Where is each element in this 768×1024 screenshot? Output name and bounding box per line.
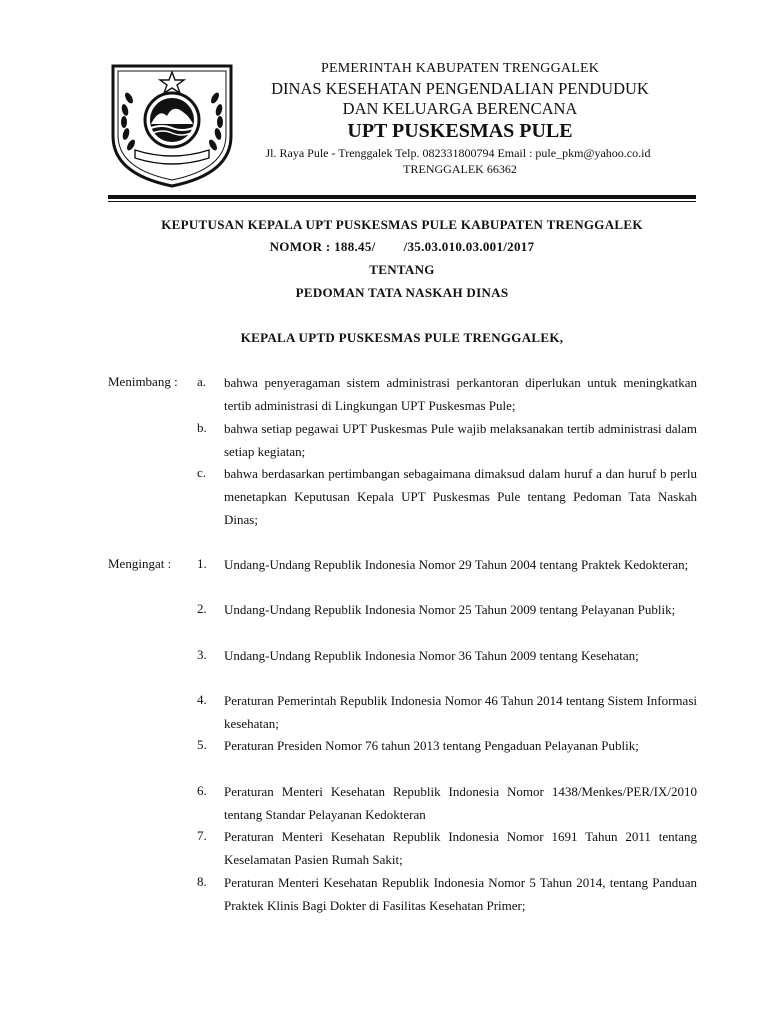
mengingat-mark-2: 2. [197, 601, 207, 616]
city-postcode: TRENGGALEK 66362 [403, 162, 517, 176]
regency-emblem-icon [107, 58, 237, 188]
menimbang-mark-b: b. [197, 420, 207, 435]
tentang-heading: TENTANG [369, 262, 435, 277]
menimbang-mark-a: a. [197, 374, 207, 389]
menimbang-item-c: bahwa berdasarkan pertimbangan sebagaimana dimaksud dalam huruf a dan huruf b perlu menetapkan Keputusan Kepala UPT Puskesmas Pule tentang Pedoman Tata Naskah Dinas; [224, 466, 697, 527]
mengingat-item-4: Peraturan Pemerintah Republik Indonesia Nomor 46 Tahun 2014 tentang Sistem Informasi kesehatan; [224, 693, 697, 731]
agency-name-line2: DAN KELUARGA BERENCANA [342, 99, 578, 118]
mengingat-item-7: Peraturan Menteri Kesehatan Republik Indonesia Nomor 1691 Tahun 2011 tentang Keselamatan Pasien Rumah Sakit; [224, 829, 697, 867]
menimbang-mark-c: c. [197, 465, 207, 480]
letterhead-thick-rule [108, 195, 696, 199]
mengingat-item-5: Peraturan Presiden Nomor 76 tahun 2013 tentang Pengaduan Pelayanan Publik; [224, 738, 639, 753]
mengingat-mark-8: 8. [197, 874, 207, 889]
decree-subject: PEDOMAN TATA NASKAH DINAS [295, 285, 509, 300]
letterhead-thin-rule [108, 201, 696, 202]
menimbang-label: Menimbang : [108, 374, 178, 389]
government-name: PEMERINTAH KABUPATEN TRENGGALEK [320, 61, 600, 76]
institution-name: UPT PUSKESMAS PULE [347, 120, 573, 142]
authority-heading: KEPALA UPTD PUSKESMAS PULE TRENGGALEK, [240, 330, 564, 345]
mengingat-mark-1: 1. [197, 556, 207, 571]
mengingat-item-6: Peraturan Menteri Kesehatan Republik Indonesia Nomor 1438/Menkes/PER/IX/2010 tentang Standar Pelayanan Kedokteran [224, 784, 697, 822]
address-line: Jl. Raya Pule - Trenggalek Telp. 082331800794 Email : pule_pkm@yahoo.co.id [265, 146, 651, 160]
mengingat-item-2: Undang-Undang Republik Indonesia Nomor 25 Tahun 2009 tentang Pelayanan Publik; [224, 602, 676, 617]
mengingat-mark-7: 7. [197, 828, 207, 843]
mengingat-mark-5: 5. [197, 737, 207, 752]
menimbang-item-b: bahwa setiap pegawai UPT Puskesmas Pule wajib melaksanakan tertib administrasi dalam setiap kegiatan; [224, 421, 697, 459]
mengingat-item-8: Peraturan Menteri Kesehatan Republik Indonesia Nomor 5 Tahun 2014, tentang Panduan Praktek Klinis Bagi Dokter di Fasilitas Kesehatan Primer; [224, 875, 697, 913]
mengingat-item-3: Undang-Undang Republik Indonesia Nomor 36 Tahun 2009 tentang Kesehatan; [224, 648, 639, 663]
mengingat-mark-6: 6. [197, 783, 207, 798]
menimbang-item-a: bahwa penyeragaman sistem administrasi perkantoran diperlukan untuk meningkatkan tertib administrasi di Lingkungan UPT Puskesmas Pule; [224, 375, 697, 413]
mengingat-mark-4: 4. [197, 692, 207, 707]
decree-title: KEPUTUSAN KEPALA UPT PUSKESMAS PULE KABUPATEN TRENGGALEK [161, 217, 643, 232]
mengingat-item-1: Undang-Undang Republik Indonesia Nomor 29 Tahun 2004 tentang Praktek Kedokteran; [224, 557, 689, 572]
decree-number [108, 239, 696, 255]
agency-name-line1: DINAS KESEHATAN PENGENDALIAN PENDUDUK [271, 79, 649, 98]
decree-number-prefix: NOMOR : 188.45/ [269, 239, 376, 254]
mengingat-mark-3: 3. [197, 647, 207, 662]
mengingat-label: Mengingat : [108, 556, 172, 571]
decree-number-suffix: /35.03.010.03.001/2017 [403, 239, 535, 254]
